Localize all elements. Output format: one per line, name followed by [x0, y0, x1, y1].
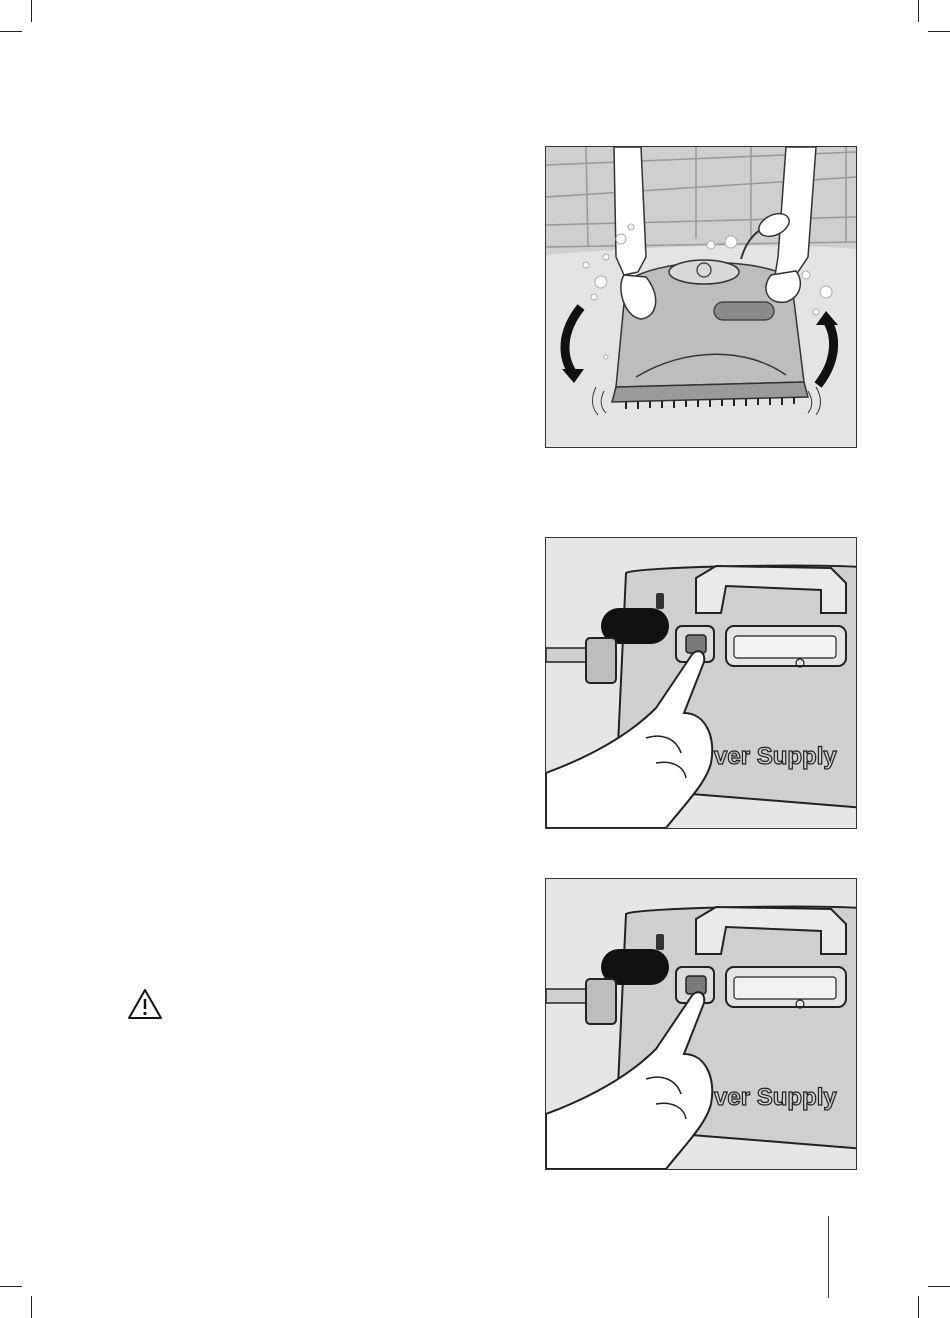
- power-supply-on-illustration: [545, 537, 857, 829]
- robot-cleaner-icon: [546, 147, 856, 447]
- robot-submerge-rock-illustration: [545, 146, 857, 448]
- power-button-icon: [546, 879, 856, 1169]
- power-supply-label: ver Supply: [714, 743, 837, 770]
- crop-mark-tr-h: [928, 31, 950, 32]
- warning-triangle-icon: [127, 988, 163, 1020]
- page-number-rule: [828, 1216, 829, 1298]
- crop-mark-tl-v: [31, 0, 32, 22]
- crop-mark-br-h: [928, 1286, 950, 1287]
- crop-mark-br-v: [918, 1296, 919, 1318]
- crop-mark-tr-v: [918, 0, 919, 22]
- power-supply-off-illustration: [545, 878, 857, 1170]
- crop-mark-bl-v: [31, 1296, 32, 1318]
- power-supply-label: ver Supply: [714, 1084, 837, 1111]
- crop-mark-tl-h: [0, 31, 22, 32]
- power-button-icon: [546, 538, 856, 828]
- crop-mark-bl-h: [0, 1286, 22, 1287]
